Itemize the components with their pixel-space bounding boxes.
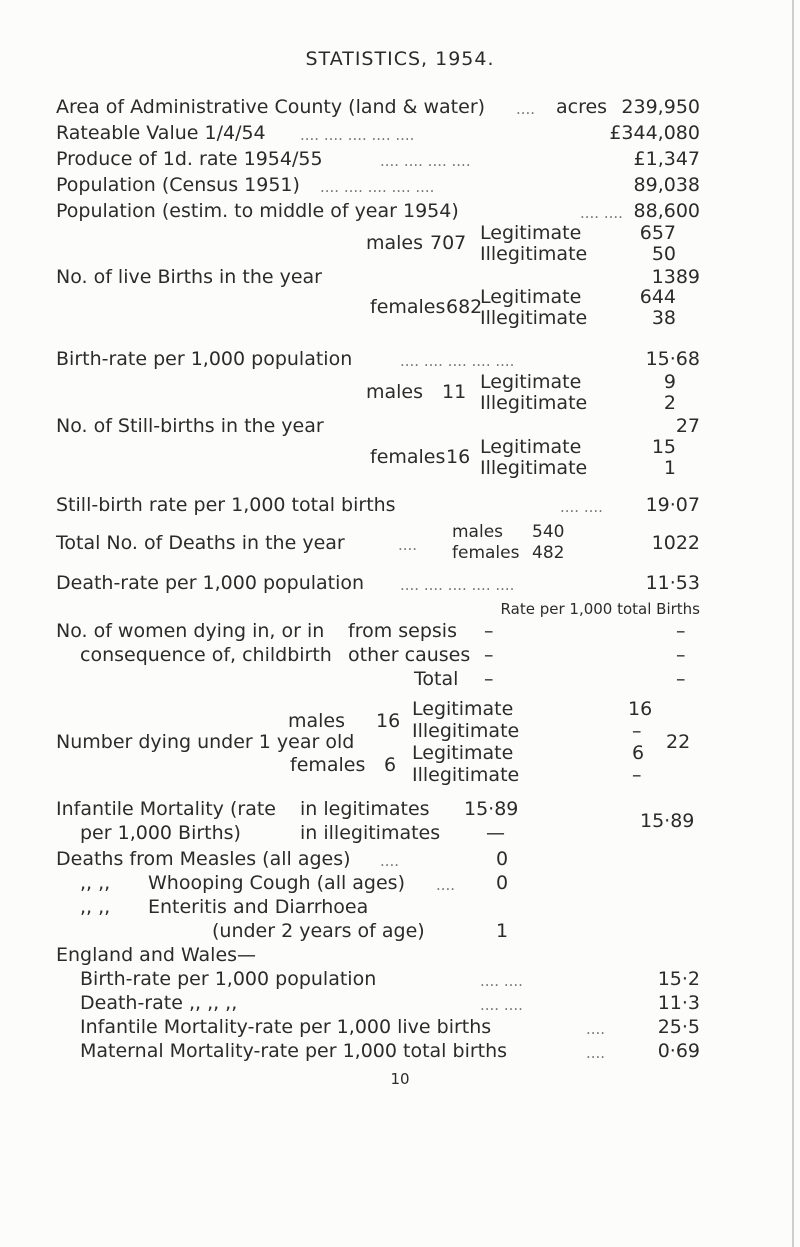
stillbirth-rate-dots: .... ....	[560, 498, 603, 516]
maternal-sepsis-rate: –	[676, 620, 686, 642]
deaths-females: 482	[532, 543, 565, 563]
still-males-count: 11	[442, 381, 467, 403]
whooping-ditto: ,, ,,	[80, 872, 111, 894]
whooping-dots: ....	[436, 876, 456, 894]
birth-rate-dots: .... .... .... .... ....	[400, 352, 515, 370]
infant-f-illeg-label: Illegitimate	[412, 764, 520, 786]
maternal-total-rate: –	[676, 668, 686, 690]
stillbirths-total: 27	[675, 415, 700, 437]
enteritis-label-2: (under 2 years of age)	[212, 920, 425, 942]
births-females-legit: 644	[639, 286, 676, 308]
still-females-illeg-label: Illegitimate	[480, 457, 588, 479]
still-females-count: 16	[446, 446, 471, 468]
births-males-label: males	[366, 232, 424, 254]
infant-mortality-line1: Infantile Mortality (rate	[56, 798, 276, 820]
ew-maternal-rate-label: Maternal Mortality-rate per 1,000 total births	[80, 1040, 508, 1062]
ew-maternal-rate-dots: ....	[586, 1044, 606, 1062]
births-females-legit-label: Legitimate	[480, 286, 582, 308]
census-value: 89,038	[633, 174, 700, 196]
still-males-illeg-label: Illegitimate	[480, 392, 588, 414]
maternal-line1: No. of women dying in, or in	[56, 620, 325, 642]
rateable-dots: .... .... .... .... ....	[300, 126, 415, 144]
page-number: 10	[390, 1070, 410, 1088]
page-title: STATISTICS, 1954.	[305, 48, 495, 70]
infant-females-label: females	[290, 754, 366, 776]
maternal-sepsis-count: –	[484, 620, 494, 642]
infant-m-legit-label: Legitimate	[412, 698, 514, 720]
infant-mortality-line2: per 1,000 Births)	[80, 822, 241, 844]
stillbirths-label: No. of Still-births in the year	[56, 415, 324, 437]
ew-birth-rate-value: 15·2	[657, 968, 700, 990]
maternal-other: other causes	[348, 644, 471, 666]
birth-rate-value: 15·68	[645, 348, 700, 370]
whooping-value: 0	[496, 872, 509, 894]
death-rate-dots: .... .... .... .... ....	[400, 576, 515, 594]
births-males-legit-label: Legitimate	[480, 222, 582, 244]
produce-label: Produce of 1d. rate 1954/55	[56, 148, 323, 170]
stillbirth-rate-value: 19·07	[645, 494, 700, 516]
rate-per-births-header: Rate per 1,000 total Births	[500, 600, 700, 618]
infant-m-legit: 16	[628, 698, 653, 720]
measles-dots: ....	[380, 852, 400, 870]
births-females-label: females	[370, 296, 446, 318]
estim-label: Population (estim. to middle of year 1954)	[56, 200, 459, 222]
maternal-other-count: –	[484, 644, 494, 666]
infant-mortality-legit: 15·89	[464, 798, 519, 820]
maternal-total-count: –	[484, 668, 494, 690]
infant-mortality-illeg: —	[486, 822, 505, 844]
maternal-other-rate: –	[676, 644, 686, 666]
infant-deaths-label: Number dying under 1 year old	[56, 731, 355, 753]
infant-males-label: males	[288, 710, 346, 732]
area-value: 239,950	[621, 96, 700, 118]
infant-f-illeg: –	[632, 764, 642, 786]
still-males-label: males	[366, 381, 424, 403]
measles-value: 0	[496, 848, 509, 870]
measles-label: Deaths from Measles (all ages)	[56, 848, 351, 870]
rateable-value: £344,080	[609, 122, 700, 144]
deaths-males-label: males	[452, 522, 504, 542]
ew-birth-rate-dots: .... ....	[480, 972, 523, 990]
death-rate-value: 11·53	[645, 572, 700, 594]
still-females-legit: 15	[651, 436, 676, 458]
ew-death-rate-label: Death-rate ,, ,, ,,	[80, 992, 238, 1014]
deaths-males: 540	[532, 522, 565, 542]
ew-birth-rate-label: Birth-rate per 1,000 population	[80, 968, 377, 990]
maternal-total-label: Total	[414, 668, 459, 690]
estim-value: 88,600	[633, 200, 700, 222]
deaths-females-label: females	[452, 543, 520, 563]
births-males-illeg: 50	[651, 243, 676, 265]
enteritis-label: Enteritis and Diarrhoea	[148, 896, 369, 918]
births-total: 1389	[651, 266, 700, 288]
still-males-illeg: 2	[663, 392, 676, 414]
census-dots: .... .... .... .... ....	[320, 178, 435, 196]
area-unit: acres	[556, 96, 608, 118]
infant-females-count: 6	[384, 754, 397, 776]
estim-dots: .... ....	[580, 204, 623, 222]
produce-dots: .... .... .... ....	[380, 152, 471, 170]
ew-infant-rate-dots: ....	[586, 1020, 606, 1038]
deaths-total: 1022	[651, 532, 700, 554]
births-males-legit: 657	[639, 222, 676, 244]
enteritis-ditto: ,, ,,	[80, 896, 111, 918]
still-females-illeg: 1	[663, 457, 676, 479]
ew-death-rate-value: 11·3	[657, 992, 700, 1014]
infant-deaths-total: 22	[666, 731, 691, 753]
infant-f-legit: 6	[632, 742, 645, 764]
ew-maternal-rate-value: 0·69	[657, 1040, 700, 1062]
still-males-legit-label: Legitimate	[480, 371, 582, 393]
enteritis-value: 1	[496, 920, 509, 942]
maternal-line2: consequence of, childbirth	[80, 644, 332, 666]
still-females-label: females	[370, 446, 446, 468]
birth-rate-label: Birth-rate per 1,000 population	[56, 348, 353, 370]
infant-m-illeg: –	[632, 720, 642, 742]
rateable-label: Rateable Value 1/4/54	[56, 122, 266, 144]
infant-mortality-legit-label: in legitimates	[300, 798, 430, 820]
death-rate-label: Death-rate per 1,000 population	[56, 572, 365, 594]
area-dots: ....	[516, 100, 536, 118]
deaths-label: Total No. of Deaths in the year	[56, 532, 345, 554]
births-males-count: 707	[430, 232, 467, 254]
ew-death-rate-dots: .... ....	[480, 996, 523, 1014]
ew-infant-rate-label: Infantile Mortality-rate per 1,000 live births	[80, 1016, 492, 1038]
infant-f-legit-label: Legitimate	[412, 742, 514, 764]
infant-males-count: 16	[376, 710, 401, 732]
ew-infant-rate-value: 25·5	[657, 1016, 700, 1038]
census-label: Population (Census 1951)	[56, 174, 300, 196]
maternal-sepsis: from sepsis	[348, 620, 457, 642]
infant-mortality-total: 15·89	[640, 810, 695, 832]
infant-mortality-illeg-label: in illegitimates	[300, 822, 441, 844]
infant-m-illeg-label: Illegitimate	[412, 720, 520, 742]
stillbirth-rate-label: Still-birth rate per 1,000 total births	[56, 494, 396, 516]
ew-heading: England and Wales—	[56, 944, 257, 966]
still-females-legit-label: Legitimate	[480, 436, 582, 458]
births-label: No. of live Births in the year	[56, 266, 322, 288]
still-males-legit: 9	[663, 371, 676, 393]
area-label: Area of Administrative County (land & water)	[56, 96, 486, 118]
whooping-label: Whooping Cough (all ages)	[148, 872, 405, 894]
page-edge-shadow	[792, 0, 794, 1247]
births-females-count: 682	[446, 296, 483, 318]
births-females-illeg-label: Illegitimate	[480, 307, 588, 329]
births-females-illeg: 38	[651, 307, 676, 329]
births-males-illeg-label: Illegitimate	[480, 243, 588, 265]
produce-value: £1,347	[633, 148, 700, 170]
deaths-dots: ....	[398, 536, 418, 554]
